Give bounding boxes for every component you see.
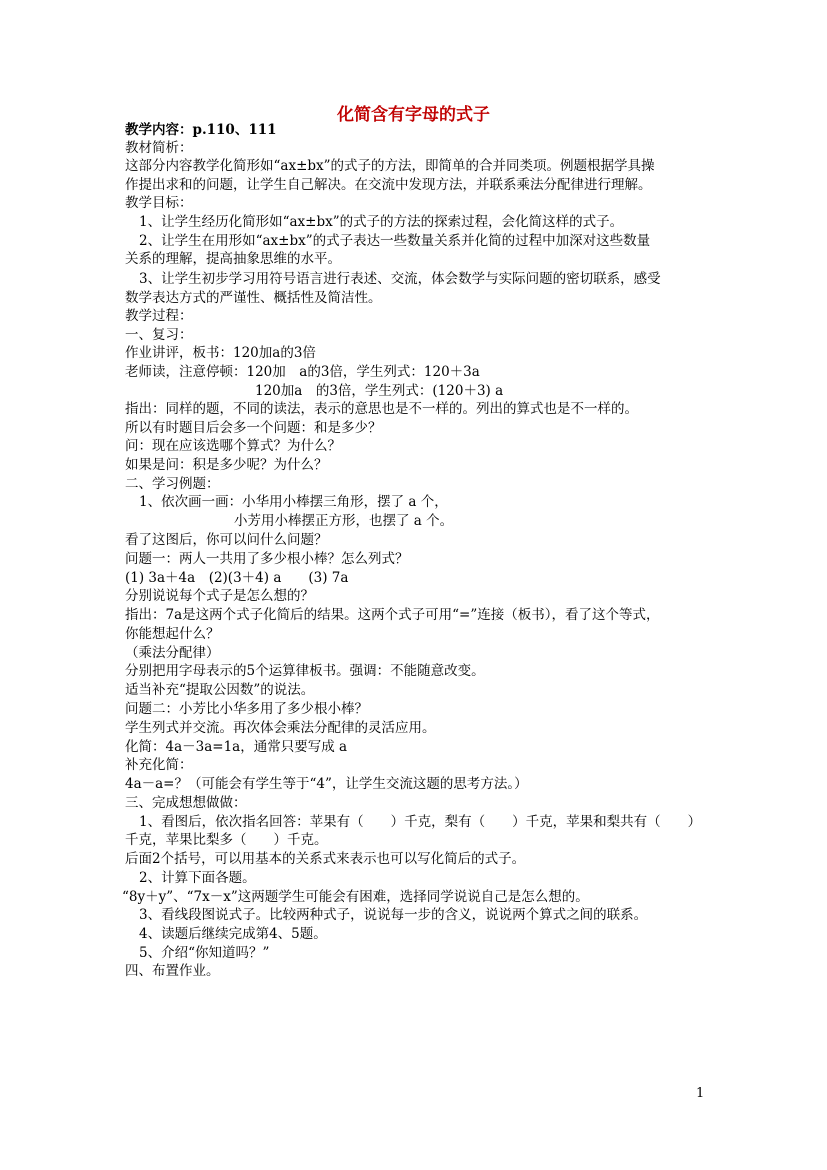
text-line: 4、读题后继续完成第4、5题。 (139, 926, 327, 942)
text-line: 作提出求和的问题，让学生自己解决。在交流中发现方法，并联系乘法分配律进行理解。 (125, 177, 652, 193)
text-line: 关系的理解，提高抽象思维的水平。 (125, 251, 341, 267)
text-line: 后面2个括号，可以用基本的关系式来表示也可以写化简后的式子。 (125, 851, 526, 867)
text-line: 教学目标： (125, 195, 193, 211)
text-line: 教学过程： (125, 308, 193, 324)
text-line: 1、让学生经历化简形如“ax±bx”的式子的方法的探索过程，会化简这样的式子。 (139, 214, 624, 230)
page-number: 1 (696, 1086, 705, 1101)
text-line: 2、计算下面各题。 (139, 870, 256, 886)
text-line: 1、看图后，依次指名回答：苹果有（ ）千克，梨有（ ）千克，苹果和梨共有（ ） (139, 814, 702, 830)
text-line: 你能想起什么？ (125, 626, 220, 642)
text-line: 问：现在应该选哪个算式？为什么？ (125, 438, 341, 454)
text-line: 教学内容：p.110、111 (125, 122, 277, 138)
text-line: 三、完成想想做做： (125, 795, 247, 811)
document-title: 化简含有字母的式子 (337, 105, 490, 125)
text-line: 这部分内容教学化简形如“ax±bx”的式子的方法，即简单的合并同类项。例题根据学具操 (125, 158, 655, 174)
text-line: 120加a 的3倍，学生列式：(120＋3) a (255, 383, 504, 399)
text-line: 老师读，注意停顿：120加 a的3倍，学生列式：120＋3a (125, 364, 480, 380)
text-line: 补充化简： (125, 757, 193, 773)
text-line: 学生列式并交流。再次体会乘法分配律的灵活应用。 (125, 720, 436, 736)
text-line: 2、让学生在用形如“ax±bx”的式子表达一些数量关系并化简的过程中加深对这些数量 (139, 233, 651, 249)
text-line: 数学表达方式的严谨性、概括性及简洁性。 (125, 290, 382, 306)
text-line: 5、介绍“你知道吗？” (139, 945, 270, 961)
text-line: 教材简析： (125, 140, 193, 156)
text-line: 千克，苹果比梨多（ ）千克。 (125, 832, 328, 848)
text-line: 4a－a=？（可能会有学生等于“4”，让学生交流这题的思考方法。） (125, 776, 528, 792)
text-line: 问题二：小芳比小华多用了多少根小棒？ (125, 701, 368, 717)
text-line: 指出：7a是这两个式子化简后的结果。这两个式子可用“=”连接（板书），看了这个等式， (125, 607, 660, 623)
text-line: 看了这图后，你可以问什么问题？ (125, 532, 328, 548)
text-line: 分别说说每个式子是怎么想的？ (125, 588, 314, 604)
text-line: 如果是问：积是多少呢？为什么？ (125, 457, 328, 473)
text-line: 作业讲评，板书：120加a的3倍 (125, 345, 316, 361)
text-line: 所以有时题目后会多一个问题：和是多少？ (125, 420, 382, 436)
text-line: 指出：同样的题，不同的读法，表示的意思也是不一样的。列出的算式也是不一样的。 (125, 401, 638, 417)
text-line: 3、看线段图说式子。比较两种式子，说说每一步的含义，说说两个算式之间的联系。 (139, 907, 648, 923)
text-line: 3、让学生初步学习用符号语言进行表述、交流，体会数学与实际问题的密切联系，感受 (139, 271, 661, 287)
text-line: “8y＋y”、“7x－x”这两题学生可能会有困难，选择同学说说自己是怎么想的。 (122, 889, 589, 905)
text-line: 适当补充“提取公因数”的说法。 (125, 682, 315, 698)
text-line: （乘法分配律） (125, 645, 220, 661)
text-line: (1) 3a＋4a (2)(3＋4) a (3) 7a (125, 570, 349, 586)
text-line: 二、学习例题： (125, 476, 220, 492)
text-line: 一、复习： (125, 327, 193, 343)
text-line: 化简：4a－3a=1a，通常只要写成 a (125, 739, 348, 755)
text-line: 问题一：两人一共用了多少根小棒？怎么列式？ (125, 551, 409, 567)
text-line: 小芳用小棒摆正方形，也摆了 a 个。 (234, 513, 454, 529)
text-line: 四、布置作业。 (125, 963, 220, 979)
text-line: 分别把用字母表示的5个运算律板书。强调：不能随意改变。 (125, 663, 485, 679)
text-line: 1、依次画一画：小华用小棒摆三角形，摆了 a 个， (139, 494, 448, 510)
